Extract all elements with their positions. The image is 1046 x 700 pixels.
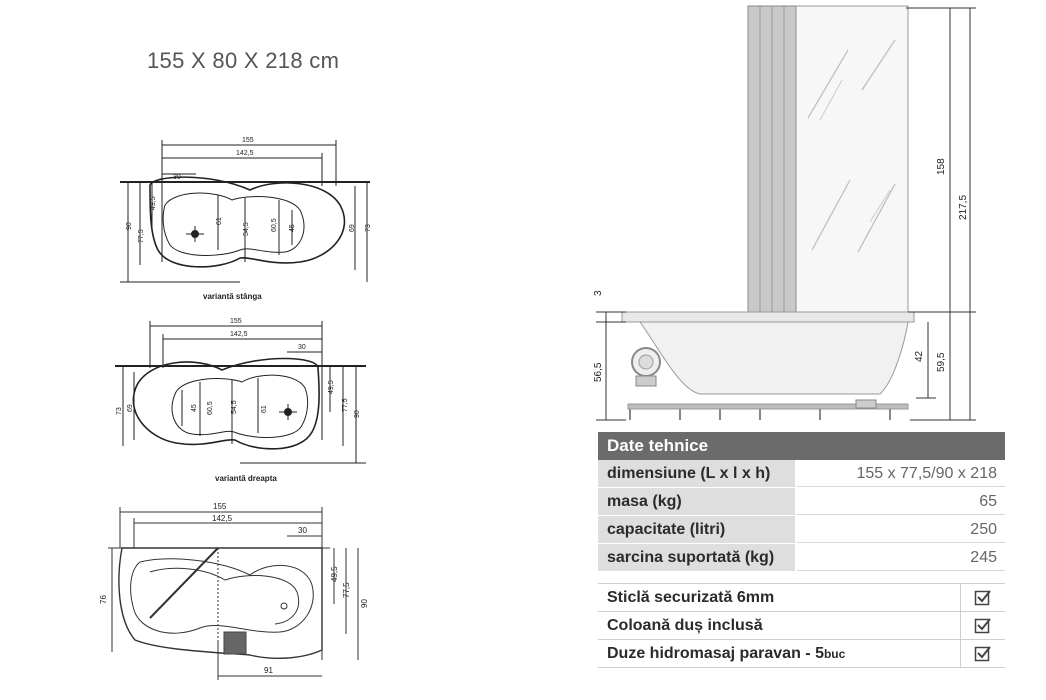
spec-value: 65 [797, 488, 1005, 515]
dim-label: 42 [914, 350, 925, 362]
checkbox-checked-icon [960, 640, 1005, 667]
dim-label: 77,5 [342, 582, 351, 598]
dim-label: 142,5 [230, 331, 248, 338]
checkbox-checked-icon [960, 612, 1005, 639]
dim-label: 90 [354, 410, 361, 418]
dim-label: 77,5 [342, 398, 349, 412]
dim-label: 56,5 [593, 362, 604, 382]
table-row [598, 544, 1005, 572]
dim-label: 155 [230, 318, 242, 325]
technical-data-table [598, 432, 1005, 572]
feature-label: Sticlă securizată 6mm [607, 589, 775, 606]
feature-label-unit: buc [823, 647, 846, 661]
dim-label: 155 [213, 502, 227, 511]
dim-label: 142,5 [212, 514, 233, 523]
dim-label: 49,5 [330, 566, 339, 582]
dim-label: 90 [126, 222, 133, 230]
product-dimensions-title: 155 X 80 X 218 cm [147, 48, 340, 73]
feature-label [598, 640, 960, 667]
checkbox-checked-icon [960, 584, 1005, 611]
table-heading: Date tehnice [598, 432, 1005, 460]
dim-label: 217,5 [958, 194, 969, 220]
dim-label: 69 [349, 224, 356, 232]
dim-label: 77,5 [138, 229, 145, 243]
dim-label: 91 [264, 666, 273, 675]
feature-row [598, 584, 1005, 612]
dim-label: 45 [191, 404, 198, 412]
variant-label: variantă stânga [203, 292, 262, 301]
top-view-drawing [108, 507, 358, 680]
table-row [598, 488, 1005, 516]
dim-label: 30 [298, 526, 307, 535]
dim-label: 155 [242, 137, 254, 144]
dim-label: 61 [261, 405, 268, 413]
right-variant-labels [116, 318, 361, 483]
table-row [598, 460, 1005, 488]
left-variant-drawing [120, 140, 370, 282]
spec-label: capacitate (litri) [598, 516, 797, 543]
features-list [598, 583, 1005, 668]
spec-label: sarcina suportată (kg) [598, 544, 797, 571]
dim-label: 30 [298, 344, 306, 351]
dim-label: 49,5 [328, 380, 335, 394]
dim-label: 61 [216, 217, 223, 225]
dim-label: 90 [360, 599, 369, 608]
spec-value: 245 [797, 544, 1005, 571]
dim-label: 76 [99, 595, 108, 604]
dim-label: 59,5 [936, 352, 947, 372]
variant-label: variantă dreapta [215, 474, 277, 483]
dim-label: 60,5 [271, 218, 278, 232]
dim-label: 45 [289, 224, 296, 232]
dim-label: 73 [116, 407, 123, 415]
dim-label: 73 [365, 224, 372, 232]
dim-label: 54,5 [231, 400, 238, 414]
spec-value: 155 x 77,5/90 x 218 [797, 460, 1005, 487]
dim-label: 3 [593, 290, 604, 296]
dim-label: 142,5 [236, 150, 254, 157]
feature-label-text: Duze hidromasaj paravan - 5 [607, 645, 824, 662]
spec-label: dimensiune (L x l x h) [598, 460, 797, 487]
table-row [598, 516, 1005, 544]
feature-label: Coloană duș inclusă [607, 617, 763, 634]
feature-row [598, 640, 1005, 668]
dim-label: 54,5 [243, 222, 250, 236]
dim-label: 69 [127, 404, 134, 412]
dim-label: 49,5 [150, 196, 157, 210]
dim-label: 158 [936, 158, 947, 175]
spec-label: masa (kg) [598, 488, 797, 515]
spec-value: 250 [797, 516, 1005, 543]
feature-row [598, 612, 1005, 640]
dim-label: 30 [173, 174, 181, 181]
dim-label: 60,5 [207, 401, 214, 415]
